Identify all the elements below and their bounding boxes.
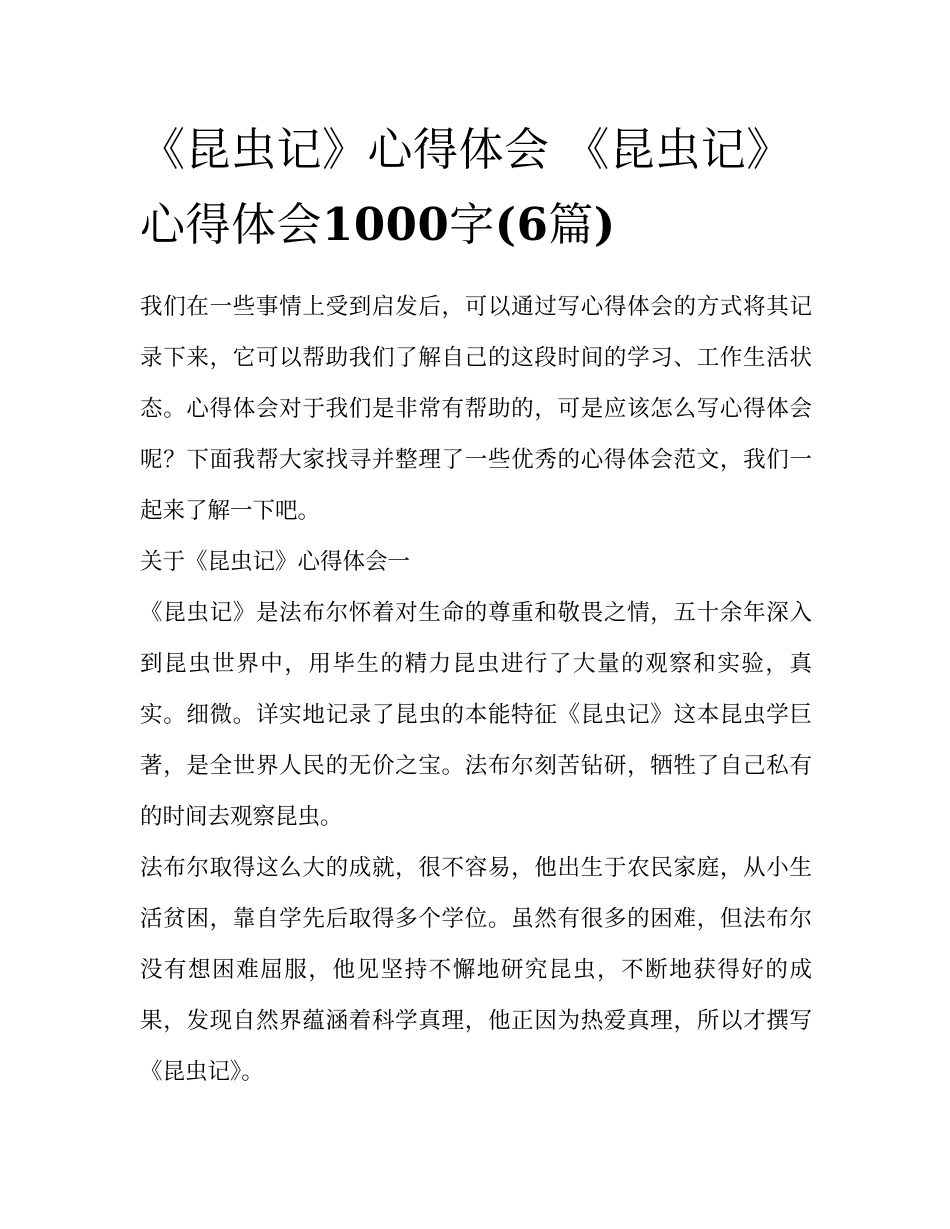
title-text-part1: 《昆虫记》心得体会 《昆虫记》心得体会 bbox=[140, 123, 792, 251]
title-text-part5: 篇 bbox=[548, 198, 594, 251]
title-close-paren: ) bbox=[593, 198, 616, 251]
title-number-1000: 1000 bbox=[322, 198, 450, 251]
section-heading: 关于《昆虫记》心得体会一 bbox=[140, 549, 411, 575]
document-title bbox=[140, 112, 812, 262]
document-body bbox=[140, 112, 812, 1098]
intro-paragraph: 我们在一些事情上受到启发后，可以通过写心得体会的方式将其记录下来，它可以帮助我们了解自己的这段时间的学习、工作生活状态。心得体会对于我们是非常有帮助的，可是应该怎么写心得体会呢？下面我帮大家找寻并整理了一些优秀的心得体会范文，我们一起来了解一下吧。 bbox=[140, 294, 812, 524]
title-text-part3: 字 bbox=[449, 198, 495, 251]
title-number-6: (6 bbox=[494, 198, 549, 251]
body-paragraph-1: 《昆虫记》是法布尔怀着对生命的尊重和敬畏之情，五十余年深入到昆虫世界中，用毕生的精力昆虫进行了大量的观察和实验，真实。细微。详实地记录了昆虫的本能特征《昆虫记》这本昆虫学巨著，是全世界人民的无价之宝。法布尔刻苦钻研，牺牲了自己私有的时间去观察昆虫。 bbox=[140, 600, 812, 830]
body-paragraph-2: 法布尔取得这么大的成就，很不容易，他出生于农民家庭，从小生活贫困，靠自学先后取得多个学位。虽然有很多的困难，但法布尔没有想困难屈服，他见坚持不懈地研究昆虫，不断地获得好的成果，发现自然界蕴涵着科学真理，他正因为热爱真理，所以才撰写《昆虫记》。 bbox=[140, 855, 812, 1085]
